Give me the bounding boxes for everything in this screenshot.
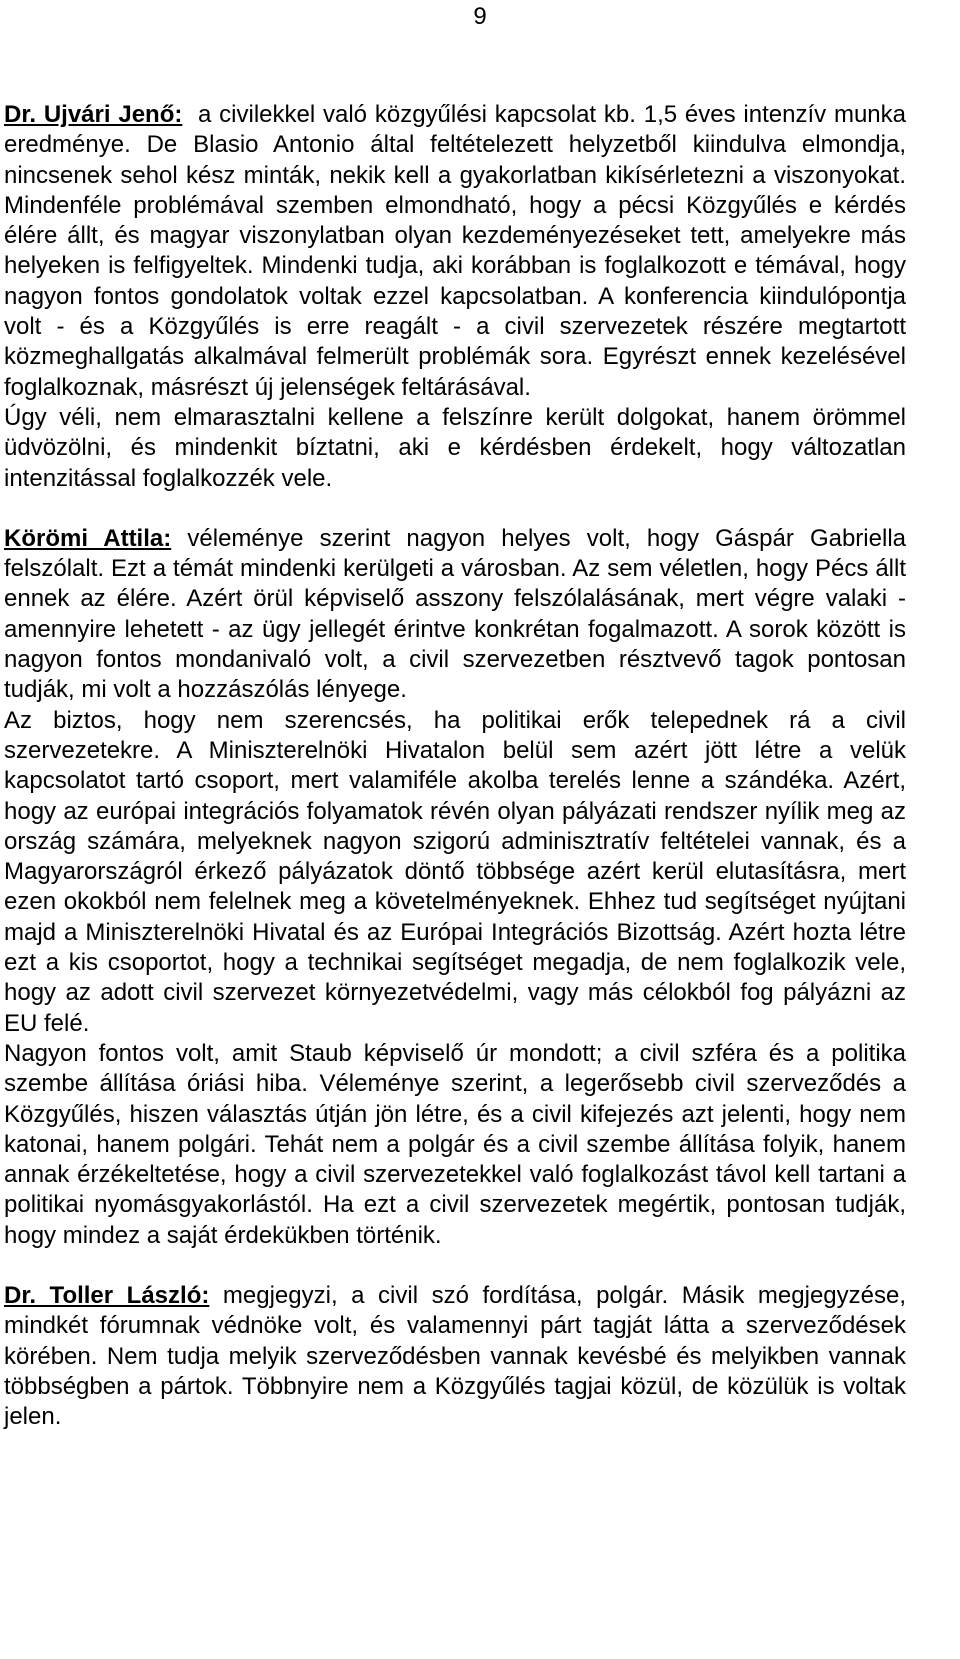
paragraph-gap: [4, 494, 906, 524]
paragraph: Nagyon fontos volt, amit Staub képviselő úr mondott; a civil szféra és a politika szembe állítása óriási hiba. Véleménye szerint, a legerősebb civil szerveződés a Közgyűlés, hiszen választás útján jön létre, és a civil kifejezés azt jelenti, hogy nem katonai, hanem polgári. Tehát nem a polgár és a civil szembe állítása folyik, hanem annak érzékeltetése, hogy a civil szervezetekkel való foglalkozást távol kell tartani a politikai nyomásgyakorlástól. Ha ezt a civil szervezetek megértik, pontosan tudják, hogy mindez a saját érdekükben történik.: [4, 1039, 906, 1249]
speaker-name: Dr. Toller László:: [4, 1281, 210, 1309]
paragraph-text: megjegyzi, a civil szó fordítása, polgár. Másik megjegyzése, mindkét fórumnak védnöke volt, és valamennyi párt tagját látta a szerveződések körében. Nem tudja melyik szerveződésben vannak kevésbé és melyikben vannak többségben a pártok. Többnyire nem a Közgyűlés tagjai közül, de közülük is voltak jelen.: [4, 1281, 906, 1431]
paragraph: Az biztos, hogy nem szerencsés, ha politikai erők telepednek rá a civil szervezetekre. A Miniszterelnöki Hivatalon belül sem azért jött létre a velük kapcsolatot tartó csoport, mert valamiféle akolba terelés lenne a szándéka. Azért, hogy az európai integrációs folyamatok révén olyan pályázati rendszer nyílik meg az ország számára, melyeknek nagyon szigorú adminisztratív feltételei vannak, és a Magyarországról érkező pályázatok döntő többsége azért kerül elutasításra, mert ezen okokból nem felelnek meg a követelményeknek. Ehhez tud segítséget nyújtani majd a Miniszterelnöki Hivatal és az Európai Integrációs Bizottság. Azért hozta létre ezt a kis csoportot, hogy a technikai segítséget megadja, de nem foglalkozik vele, hogy az adott civil szervezet környezetvédelmi, vagy más célokból fog pályázni az EU felé.: [4, 706, 906, 1037]
paragraph-text: a civilekkel való közgyűlési kapcsolat kb. 1,5 éves intenzív munka eredménye. De Blasio Antonio által feltételezett helyzetből kiindulva elmondja, nincsenek sehol kész minták, nekik kell a gyakorlatban kikísérletezni a viszonyokat. Mindenféle problémával szemben elmondható, hogy a pécsi Közgyűlés e kérdés élére állt, és magyar viszonylatban olyan kezdeményezéseket tett, amelyekre más helyeken is felfigyeltek. Mindenki tudja, aki korábban is foglalkozott e témával, hogy nagyon fontos gondolatok voltak ezzel kapcsolatban. A konferencia kiindulópontja volt - és a Közgyűlés is erre reagált - a civil szervezetek részére megtartott közmeghallgatás alkalmával felmerült problémák sora. Egyrészt ennek kezelésével foglalkoznak, másrészt új jelenségek feltárásával.: [4, 101, 906, 401]
paragraph: [4, 100, 906, 403]
page-number: 9: [473, 3, 487, 30]
paragraph: [4, 1281, 906, 1432]
speaker-name: Körömi Attila:: [4, 524, 172, 552]
paragraph-gap: [4, 1251, 906, 1281]
paragraph: Úgy véli, nem elmarasztalni kellene a felszínre került dolgokat, hanem örömmel üdvözölni, és mindenkit bíztatni, aki e kérdésben érdekelt, hogy változatlan intenzitással foglalkozzék vele.: [4, 403, 906, 492]
speaker-name: Dr. Ujvári Jenő:: [4, 101, 183, 128]
paragraph-text: véleménye szerint nagyon helyes volt, hogy Gáspár Gabriella felszólalt. Ezt a témát mindenki kerülgeti a városban. Az sem véletlen, hogy Pécs állt ennek az élére. Azért örül képviselő asszony felszólalásának, mert végre valaki - amennyire lehetett - az ügy jellegét érintve konkrétan fogalmazott. A sorok között is nagyon fontos mondanivaló volt, a civil szervezetben résztvevő tagok pontosan tudják, mi volt a hozzászólás lényege.: [4, 524, 906, 704]
paragraph: [4, 524, 906, 706]
document-body: [4, 100, 906, 1432]
